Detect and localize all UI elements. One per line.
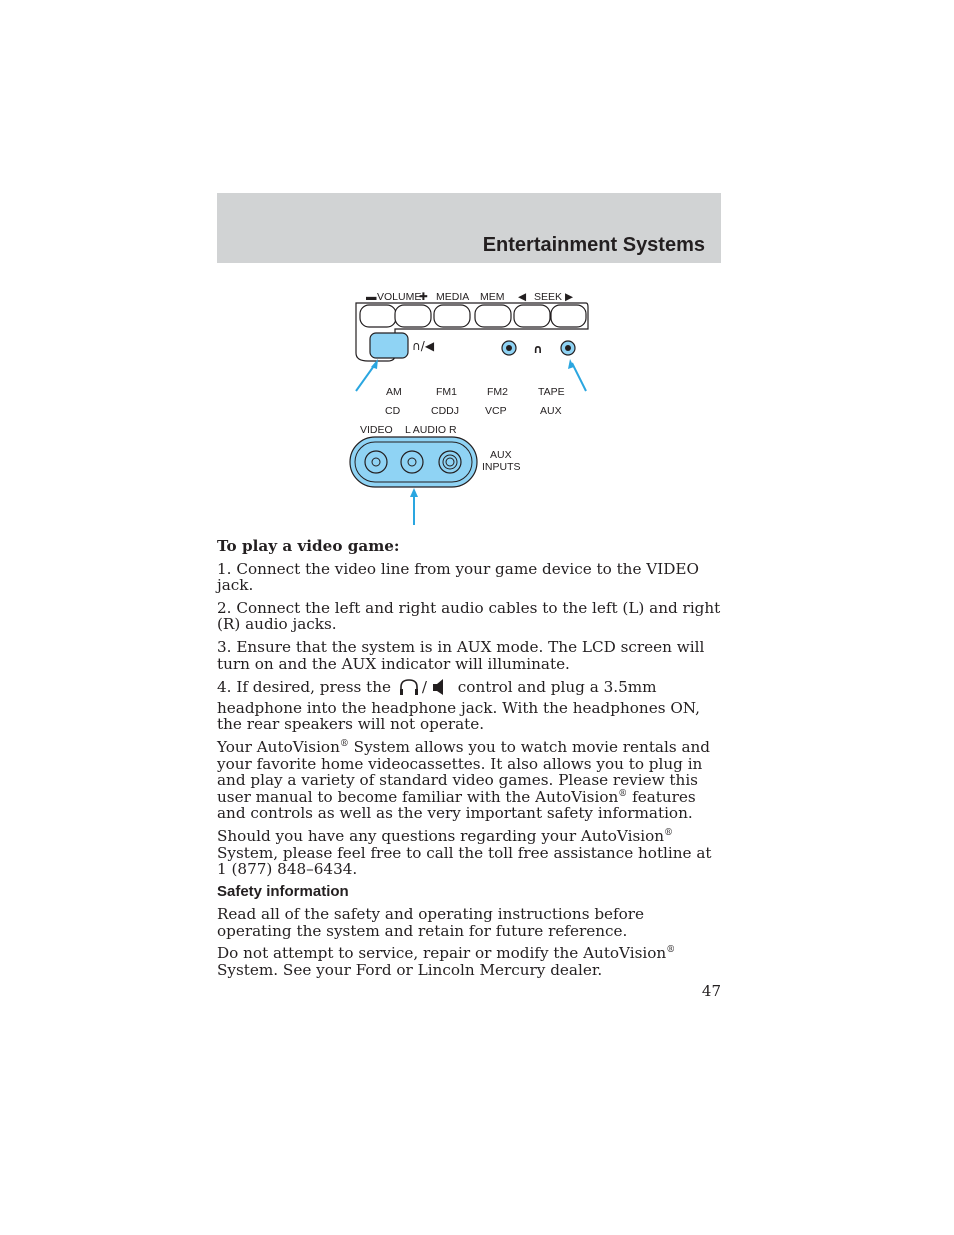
mode-fm1: FM1	[436, 386, 457, 398]
control-panel-diagram	[340, 285, 610, 530]
autovision-intro: Your AutoVision® System allows you to watch movie rentals and your favorite home videocassettes. It also allows you to plug in and play a variety of standard video games. Please review this user manual to become familiar with the AutoVision® features and controls as well as the very important safety information.	[217, 737, 711, 823]
seek-back-button[interactable]	[514, 305, 550, 327]
assistance-hotline: Should you have any questions regarding your AutoVision® System, please feel free to call the toll free assistance hotline at 1 (877) 848–6434.	[217, 826, 712, 879]
step-1: 1. Connect the video line from your game device to the VIDEO jack.	[217, 559, 699, 595]
label-audio: L AUDIO R	[405, 424, 457, 436]
mode-fm2: FM2	[487, 386, 508, 398]
step-4-text: control and plug a 3.5mm headphone into the headphone jack. With the headphones ON, the rear speakers will not operate.	[217, 678, 700, 734]
step-4-intro: 4. If desired, press the	[217, 678, 392, 697]
mode-aux: AUX	[540, 405, 562, 417]
page-number: 47	[701, 982, 721, 1000]
seek-left-icon: ◀	[518, 291, 527, 303]
step-2: 2. Connect the left and right audio cables to the left (L) and right (R) audio jacks.	[217, 598, 721, 634]
label-video: VIDEO	[360, 424, 393, 436]
page-title: Entertainment Systems	[482, 234, 705, 256]
control-panel-illustration	[340, 285, 610, 530]
step-4: 4. If desired, press the / control and plug a 3.5mm headphone into the headphone jack. With the headphones ON, the rear speakers will not operate.	[217, 678, 700, 734]
label-volume: VOLUME	[377, 291, 422, 303]
label-aux: AUX	[490, 449, 512, 461]
volume-plus-icon: ✚	[419, 291, 428, 303]
label-mem: MEM	[480, 291, 505, 303]
section-heading: To play a video game:	[217, 537, 400, 555]
headphone-icon	[398, 678, 420, 700]
safety-paragraph-1: Read all of the safety and operating instructions before operating the system and retain for future reference.	[217, 905, 645, 940]
mode-am: AM	[386, 386, 402, 398]
label-media: MEDIA	[436, 291, 470, 303]
speaker-icon	[429, 678, 451, 700]
media-button[interactable]	[434, 305, 470, 327]
volume-up-button[interactable]	[395, 305, 431, 327]
mem-button[interactable]	[475, 305, 511, 327]
audio-left-jack[interactable]	[401, 451, 423, 473]
headphone-speaker-icon: ∩/◀	[412, 339, 435, 353]
seek-right-icon: ▶	[565, 291, 574, 303]
audio-right-jack[interactable]	[439, 451, 461, 473]
headphone-speaker-button[interactable]	[370, 333, 408, 358]
volume-down-button[interactable]	[360, 305, 396, 327]
volume-minus-icon: ▬	[366, 291, 377, 303]
mode-cd: CD	[385, 405, 401, 417]
mode-cddj: CDDJ	[431, 405, 459, 417]
step-3: 3. Ensure that the system is in AUX mode. The LCD screen will turn on and the AUX indicator will illuminate.	[217, 637, 705, 673]
seek-forward-button[interactable]	[551, 305, 586, 327]
mode-tape: TAPE	[538, 386, 565, 398]
headphone-icon: ∩	[533, 342, 543, 356]
header-band	[217, 193, 721, 263]
video-jack[interactable]	[365, 451, 387, 473]
mode-vcp: VCP	[485, 405, 507, 417]
safety-paragraph-2: Do not attempt to service, repair or modify the AutoVision® System. See your Ford or Lincoln Mercury dealer.	[217, 944, 676, 980]
label-inputs: INPUTS	[482, 461, 521, 473]
arrow-to-jack	[572, 363, 586, 391]
label-seek: SEEK	[534, 291, 563, 303]
body-text	[217, 538, 721, 985]
safety-heading: Safety information	[217, 882, 349, 900]
